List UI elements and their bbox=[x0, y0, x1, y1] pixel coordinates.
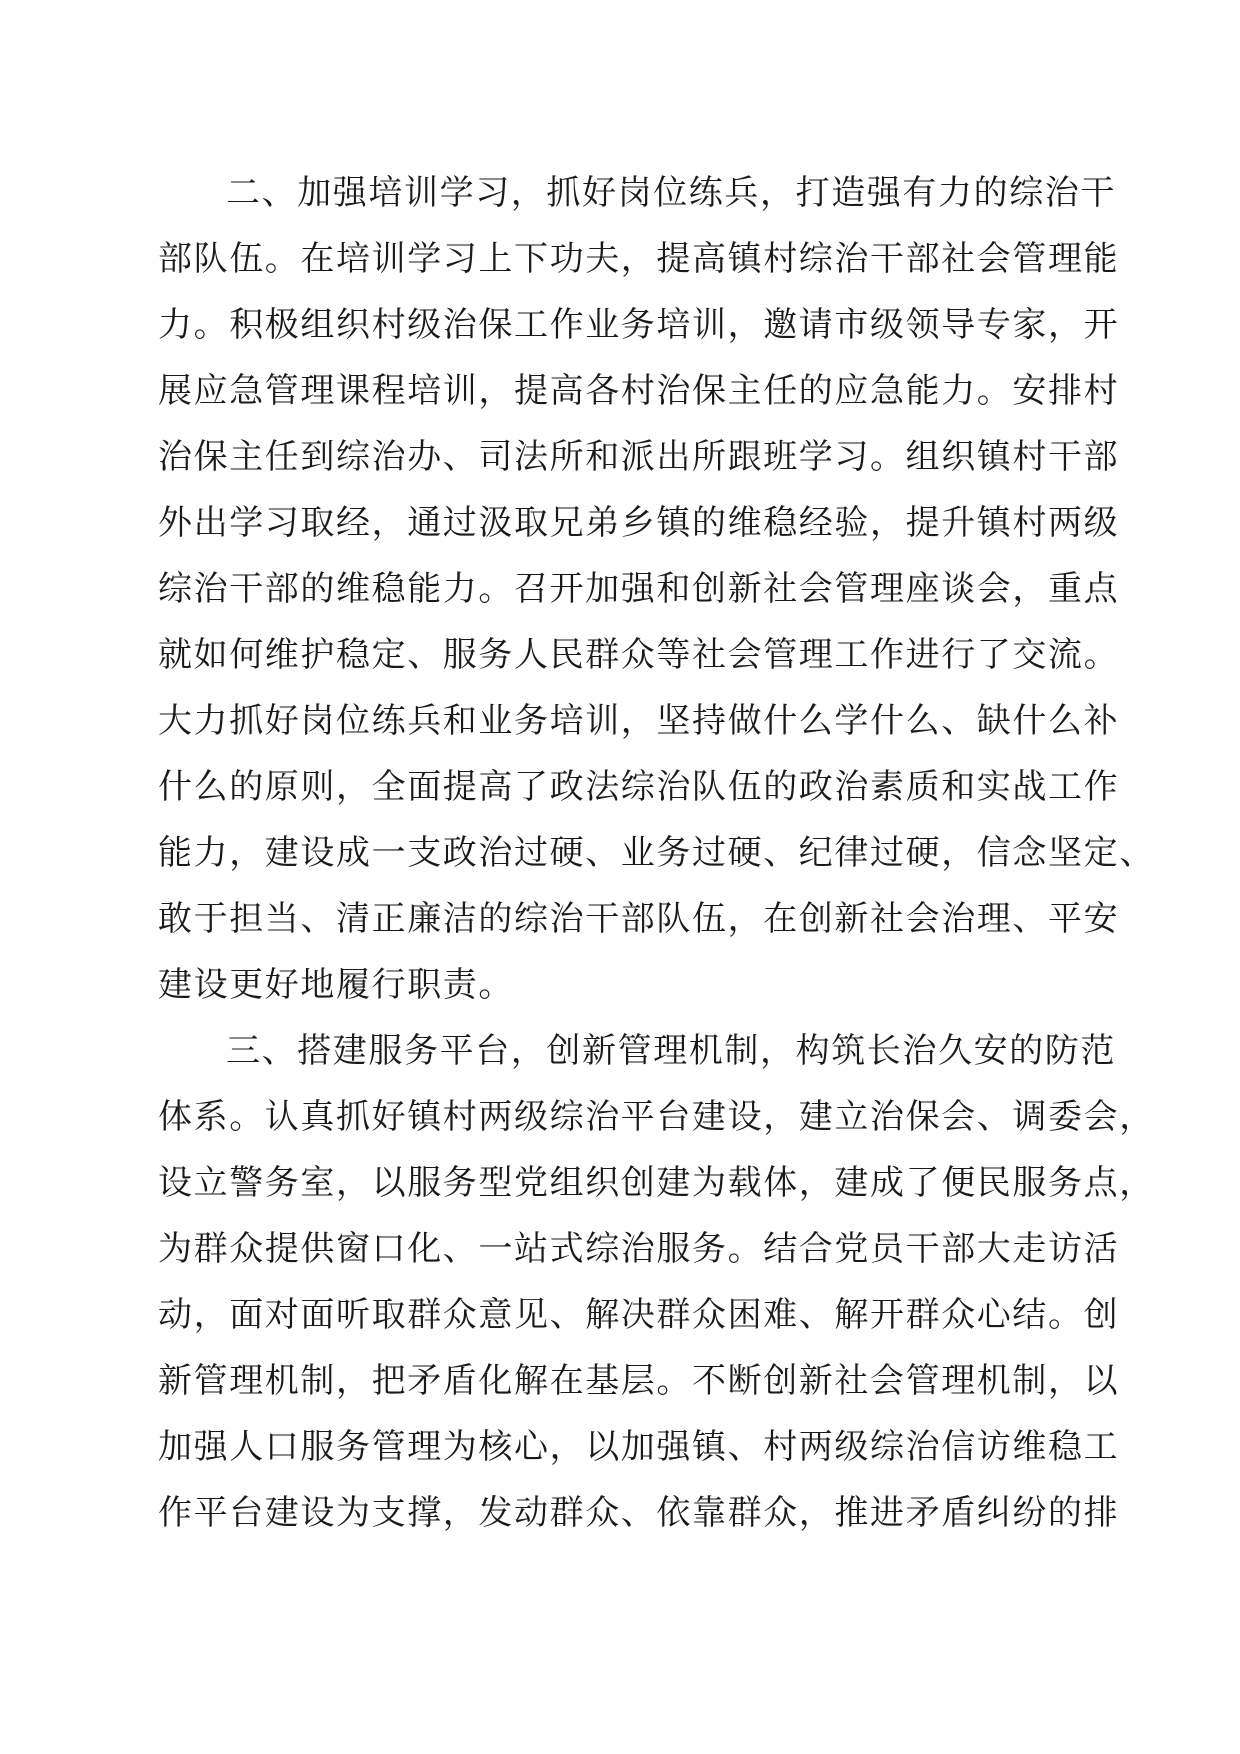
text-line: 动，面对面听取群众意见、解决群众困难、解开群众心结。创 bbox=[158, 1295, 1120, 1335]
text-line: 体系。认真抓好镇村两级综治平台建设，建立治保会、调委会， bbox=[158, 1097, 1155, 1137]
text-line: 建设更好地履行职责。 bbox=[158, 965, 514, 1005]
text-line: 为群众提供窗口化、一站式综治服务。结合党员干部大走访活 bbox=[158, 1229, 1120, 1269]
paragraph-3-heading-line: 三、搭建服务平台，创新管理机制，构筑长治久安的防范 bbox=[226, 1031, 1116, 1071]
text-line: 部队伍。在培训学习上下功夫，提高镇村综治干部社会管理能 bbox=[158, 239, 1120, 279]
text-line: 作平台建设为支撑，发动群众、依靠群众，推进矛盾纠纷的排 bbox=[158, 1493, 1120, 1533]
text-line: 力。积极组织村级治保工作业务培训，邀请市级领导专家，开 bbox=[158, 305, 1120, 345]
text-line: 大力抓好岗位练兵和业务培训，坚持做什么学什么、缺什么补 bbox=[158, 701, 1120, 741]
text-line: 治保主任到综治办、司法所和派出所跟班学习。组织镇村干部 bbox=[158, 437, 1120, 477]
text-line: 就如何维护稳定、服务人民群众等社会管理工作进行了交流。 bbox=[158, 635, 1120, 675]
text-line: 外出学习取经，通过汲取兄弟乡镇的维稳经验，提升镇村两级 bbox=[158, 503, 1120, 543]
text-line: 能力，建设成一支政治过硬、业务过硬、纪律过硬，信念坚定、 bbox=[158, 833, 1155, 873]
text-line: 综治干部的维稳能力。召开加强和创新社会管理座谈会，重点 bbox=[158, 569, 1120, 609]
paragraph-2-heading-line: 二、加强培训学习，抓好岗位练兵，打造强有力的综治干 bbox=[226, 173, 1116, 213]
text-line: 设立警务室，以服务型党组织创建为载体，建成了便民服务点， bbox=[158, 1163, 1155, 1203]
text-line: 敢于担当、清正廉洁的综治干部队伍，在创新社会治理、平安 bbox=[158, 899, 1120, 939]
text-line: 什么的原则，全面提高了政法综治队伍的政治素质和实战工作 bbox=[158, 767, 1120, 807]
text-line: 新管理机制，把矛盾化解在基层。不断创新社会管理机制，以 bbox=[158, 1361, 1120, 1401]
text-line: 展应急管理课程培训，提高各村治保主任的应急能力。安排村 bbox=[158, 371, 1120, 411]
body-text bbox=[158, 160, 1155, 1546]
text-line: 加强人口服务管理为核心，以加强镇、村两级综治信访维稳工 bbox=[158, 1427, 1120, 1467]
